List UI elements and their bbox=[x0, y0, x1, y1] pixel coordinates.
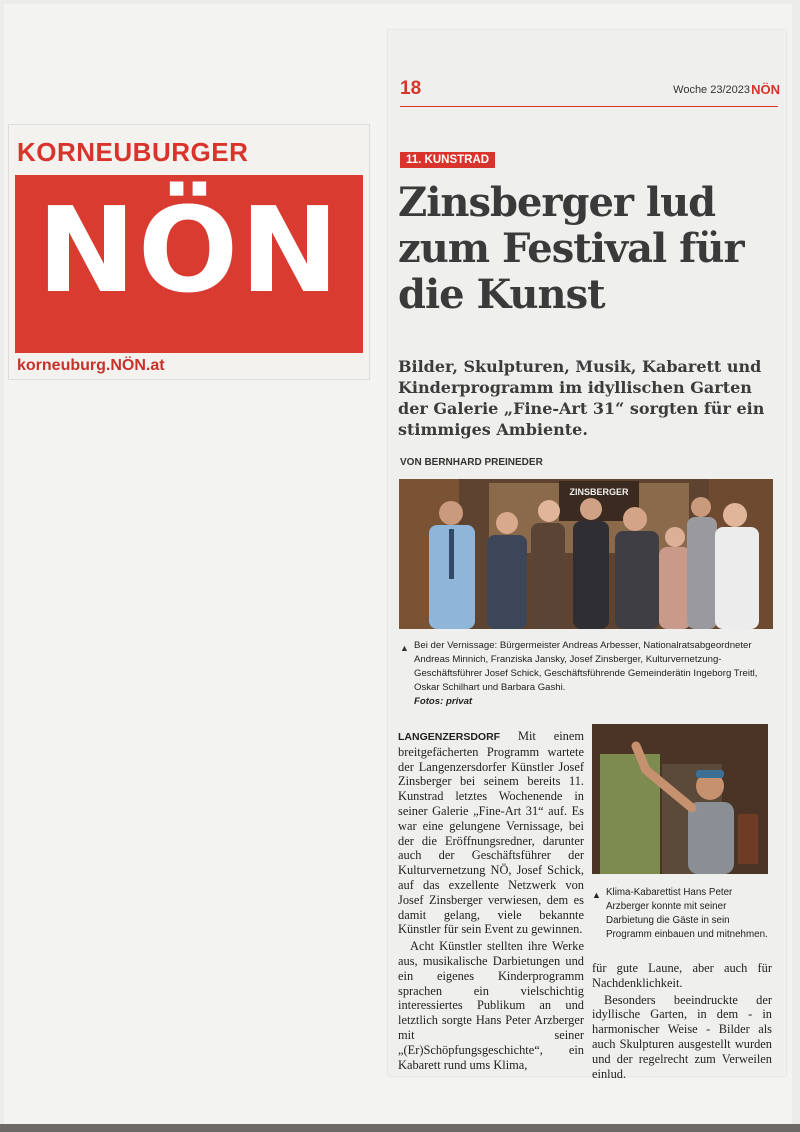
caption-triangle-icon: ▲ bbox=[400, 643, 409, 653]
body-paragraph-4: Besonders beeindruckte der idyllische Garten, in dem - in harmonischer Weise - Bilder als auch Skulpturen ausgestellt wurden und der regelrecht zum Verweilen einlud. bbox=[592, 992, 772, 1081]
dateline: LANGENZERSDORF bbox=[398, 731, 501, 743]
body-column-2 bbox=[592, 961, 772, 1081]
logo-url: korneuburg.NÖN.at bbox=[17, 357, 165, 374]
body-paragraph-1 bbox=[398, 729, 584, 937]
caption-triangle-icon: ▲ bbox=[592, 890, 601, 900]
noen-logo bbox=[8, 124, 370, 380]
article-lead: Bilder, Skulpturen, Musik, Kabarett und Kinderprogramm im idyllischen Garten der Galerie „Fine-Art 31“ sorgten für ein stimmiges Ambiente. bbox=[398, 357, 765, 439]
issue-week: Woche 23/2023 bbox=[673, 84, 750, 96]
body-column-1 bbox=[398, 729, 584, 1072]
photo-credit: Fotos: privat bbox=[414, 696, 473, 707]
article-byline: VON BERNHARD PREINEDER bbox=[400, 457, 543, 468]
body-paragraph-3: für gute Laune, aber auch für Nachdenklichkeit. bbox=[592, 961, 772, 990]
photo-sign-text: ZINSBERGER bbox=[569, 487, 629, 497]
article-kicker: 11. KUNSTRAD bbox=[400, 152, 495, 168]
article-headline: Zinsberger lud zum Festival für die Kunst bbox=[398, 179, 744, 318]
page-number: 18 bbox=[400, 78, 422, 99]
logo-region: KORNEUBURGER bbox=[17, 137, 249, 167]
kabarett-caption-text: Klima-Kabarettist Hans Peter Arzberger konnte mit seiner Darbietung die Gäste in sein Programm einbauen und mitnehmen. bbox=[606, 887, 768, 940]
logo-red-box bbox=[15, 175, 363, 353]
body-paragraph-1-text: Mit einem breitgefächerten Programm wartete der Langenzersdorfer Künstler Josef Zinsberger bei seinem bereits 11. Kunstrad letztes Wochenende in seiner Galerie „Fine-Art 31“ auf. Es war eine gelungene Vernissage, bei der die Eröffnungsredner, darunter auch der Geschäftsführer der Kulturvernetzung NÖ, Josef Schick, auf das exzellente Netzwerk von Josef Zinsberger verwiesen, dem es damit gelang, viele bekannte Künstler für sein Event zu gewinnen. bbox=[398, 729, 584, 937]
photo-caption bbox=[400, 639, 772, 709]
logo-brand: NÖN bbox=[37, 181, 341, 319]
header-brand: NÖN bbox=[751, 82, 780, 97]
vernissage-group-photo bbox=[399, 479, 773, 629]
kabarett-photo bbox=[592, 724, 768, 874]
scan-edge bbox=[0, 1124, 800, 1132]
kabarett-caption bbox=[592, 886, 772, 942]
body-paragraph-2: Acht Künstler stellten ihre Werke aus, musikalische Darbietungen und ein eigenes Kinderprogramm sprachen ein vielschichtig interessiertes Publikum an und letztlich sorgte Hans Peter Arzberger mit seiner „(Er)Schöpfungsgeschichte“, ein Kabarett rund ums Klima, bbox=[398, 939, 584, 1072]
article-clipping bbox=[388, 30, 786, 1081]
header-rule bbox=[400, 106, 778, 107]
caption-text: Bei der Vernissage: Bürgermeister Andreas Arbesser, Nationalratsabgeordneter Andreas Minnich, Franziska Jansky, Josef Zinsberger, Kulturvernetzung-Geschäftsführer Josef Schick, Geschäftsführende Gemeinderätin Ingeborg Treitl, Oskar Schilhart und Barbara Gashi. bbox=[414, 640, 758, 693]
